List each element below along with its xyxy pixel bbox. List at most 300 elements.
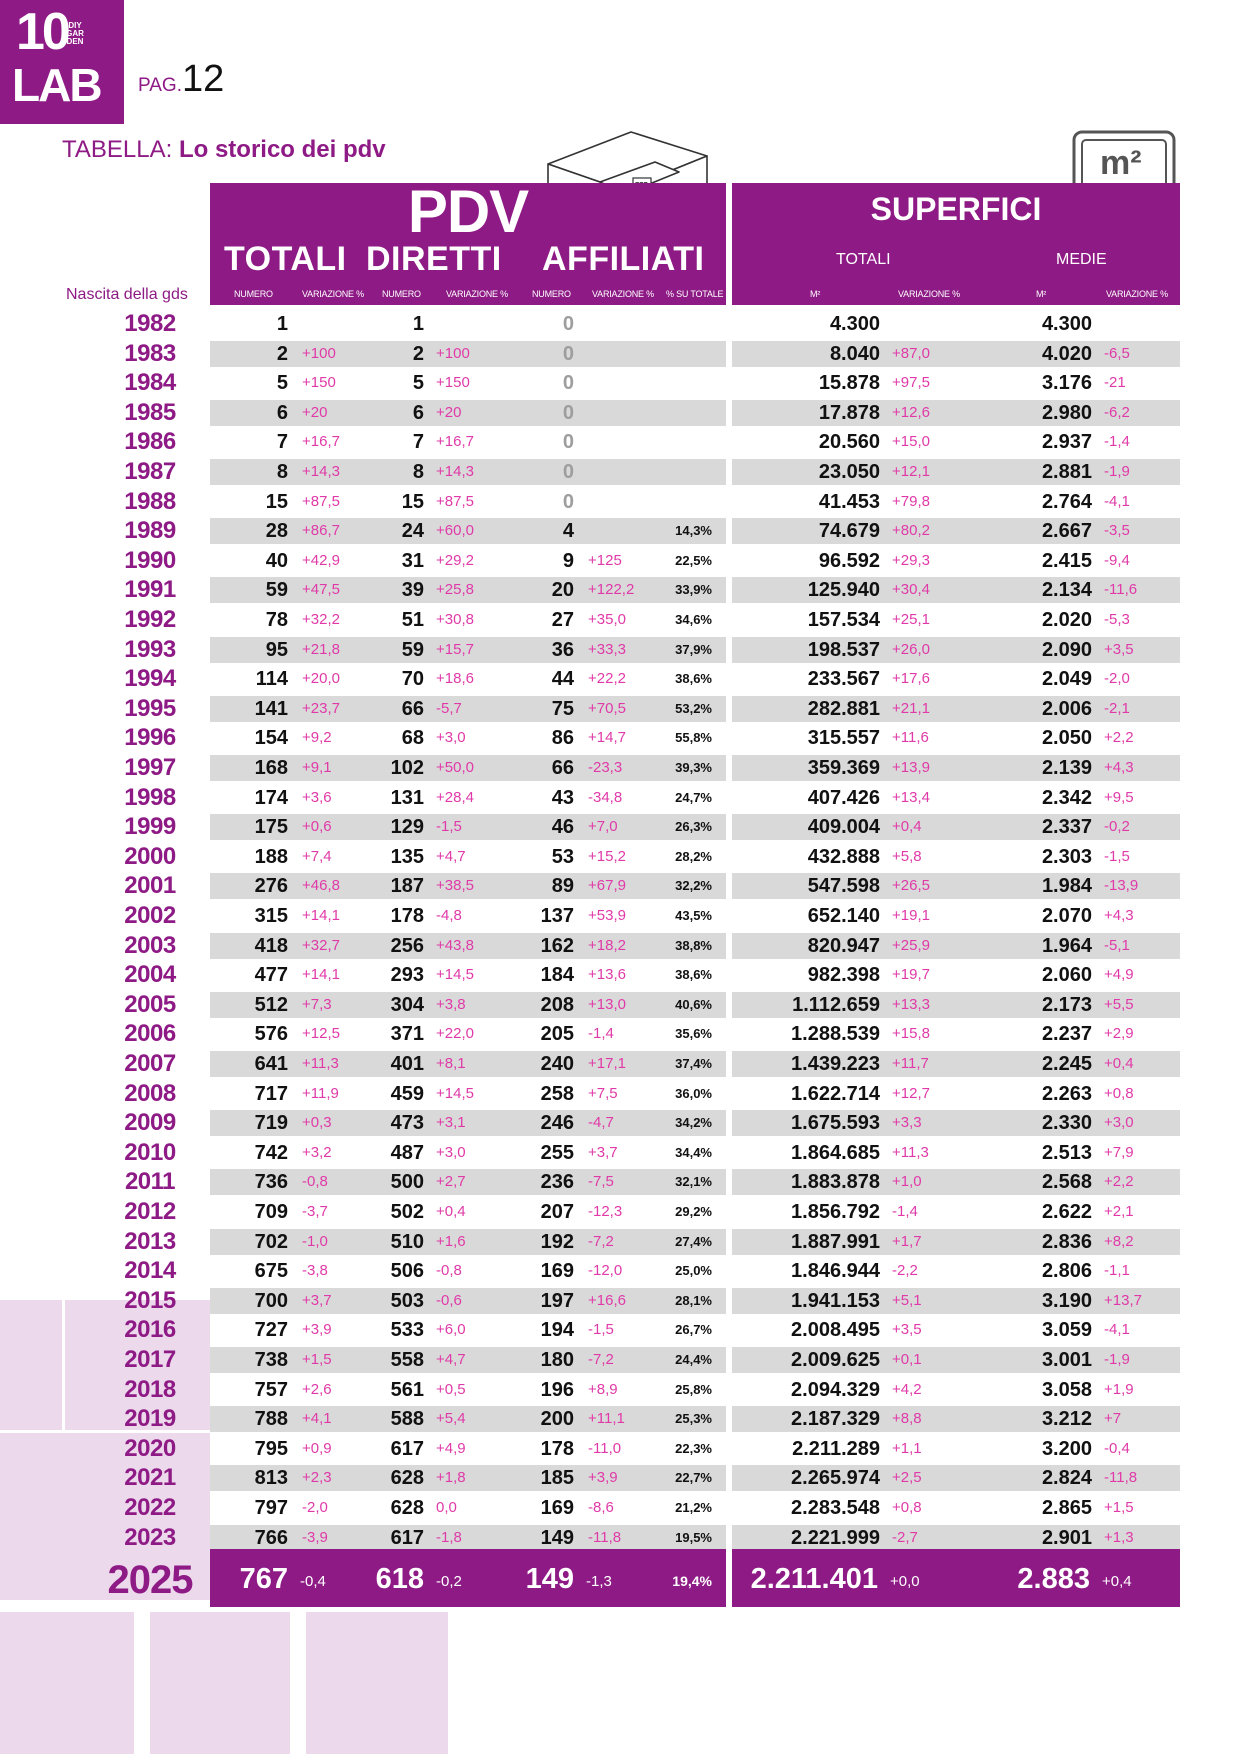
table-row [210,1021,726,1047]
superfici-totali-variation: +3,3 [892,1114,922,1131]
table-row [732,903,1180,929]
decorative-block [150,1612,290,1754]
affiliati-value: 0 [562,461,574,483]
affiliati-variation: +11,1 [588,1410,625,1427]
superfici-totali-variation: +19,7 [892,966,930,983]
table-row [210,1406,726,1432]
affiliati-pct: 22,7% [675,1470,712,1485]
diretti-value: 487 [390,1142,424,1164]
total-dir-value: 618 [375,1563,424,1595]
affiliati-value: 27 [551,609,574,631]
year-label: 1983 [124,340,176,367]
table-row [732,1406,1180,1432]
affiliati-value: 184 [540,964,574,986]
diretti-variation: +29,2 [436,552,474,569]
totali-variation: +9,1 [302,759,332,776]
totali-value: 40 [265,550,288,572]
decorative-block [0,1612,134,1754]
table-row [210,666,726,692]
affiliati-variation: +67,9 [588,877,626,894]
affiliati-pct: 38,6% [675,967,712,982]
superfici-medie-variation: +4,3 [1104,759,1134,776]
affiliati-value: 53 [551,846,574,868]
superfici-totali-value: 432.888 [807,846,880,868]
affiliati-value: 197 [540,1290,574,1312]
superfici-medie-value: 2.337 [1041,816,1092,838]
totali-variation: +7,3 [302,996,332,1013]
affiliati-variation: -7,5 [588,1173,614,1190]
table-row [732,1347,1180,1373]
affiliati-variation: -12,0 [588,1262,623,1279]
superfici-totali-variation: +29,3 [892,552,930,569]
superfici-medie-value: 2.836 [1041,1231,1092,1253]
affiliati-value: 89 [551,875,574,897]
superfici-medie-value: 3.059 [1041,1319,1092,1341]
superfici-totali-value: 8.040 [829,343,880,365]
totali-variation: +16,7 [302,433,340,450]
diretti-variation: +14,5 [436,966,474,983]
table-row [732,311,1180,337]
affiliati-value: 0 [562,343,574,365]
superfici-totali-value: 41.453 [818,491,880,513]
totali-variation: +0,6 [302,818,332,835]
affiliati-value: 255 [540,1142,574,1164]
totali-variation: +3,6 [302,789,332,806]
totali-variation: +7,4 [302,848,332,865]
superfici-medie-value: 1.964 [1041,935,1092,957]
superfici-medie-value: 2.237 [1041,1023,1092,1045]
superfici-totali-variation: +26,5 [892,877,930,894]
table-row [210,400,726,426]
superfici-medie-variation: -1,9 [1104,463,1130,480]
affiliati-pct: 53,2% [675,701,712,716]
superfici-medie-value: 3.200 [1041,1438,1092,1460]
diretti-value: 473 [390,1112,424,1134]
page-prefix: PAG. [138,75,182,96]
year-label: 1989 [124,517,176,544]
affiliati-pct: 35,6% [675,1026,712,1041]
table-row [210,903,726,929]
year-label: 2000 [124,843,176,870]
affiliati-variation: +16,6 [588,1292,626,1309]
table-row [210,814,726,840]
year-label: 2017 [124,1346,176,1373]
diretti-variation: 0,0 [436,1499,457,1516]
superfici-totali-variation: +1,7 [892,1233,922,1250]
superfici-totali-variation: +5,8 [892,848,922,865]
table-row [732,518,1180,544]
affiliati-value: 46 [551,816,574,838]
totali-variation: +0,9 [302,1440,332,1457]
affiliati-pct: 26,3% [675,819,712,834]
superfici-medie-value: 2.049 [1041,668,1092,690]
totali-value: 736 [254,1171,288,1193]
totali-value: 59 [265,579,288,601]
totali-variation: -3,7 [302,1203,328,1220]
group-affiliati: AFFILIATI [542,240,705,278]
totali-variation: +87,5 [302,493,340,510]
superfici-totali-value: 652.140 [807,905,880,927]
superfici-totali-value: 15.878 [818,372,880,394]
totali-value: 788 [254,1408,288,1430]
totali-variation: +46,8 [302,877,340,894]
table-row [210,1258,726,1284]
diretti-value: 31 [401,550,424,572]
diretti-variation: -1,5 [436,818,462,835]
superfici-medie-value: 2.330 [1041,1112,1092,1134]
table-row [732,637,1180,663]
superfici-totali-variation: +4,2 [892,1381,922,1398]
year-label: 2022 [124,1494,176,1521]
affiliati-variation: -1,5 [588,1321,614,1338]
affiliati-variation: +13,0 [588,996,626,1013]
superfici-medie-variation: -11,6 [1104,581,1138,598]
superfici-totali-variation: +13,3 [892,996,930,1013]
superfici-medie-value: 2.134 [1041,579,1092,601]
superfici-medie-value: 2.764 [1041,491,1092,513]
superfici-totali-variation: +87,0 [892,345,930,362]
superfici-totali-variation: +21,1 [892,700,930,717]
diretti-variation: +4,7 [436,1351,466,1368]
affiliati-value: 149 [540,1527,574,1549]
affiliati-value: 246 [540,1112,574,1134]
superfici-medie-value: 2.415 [1041,550,1092,572]
table-row [732,1495,1180,1521]
totali-value: 675 [254,1260,288,1282]
totali-value: 188 [254,846,288,868]
affiliati-pct: 21,2% [675,1500,712,1515]
subheader-variazione: VARIAZIONE % [1106,289,1168,299]
totali-variation: -3,9 [302,1529,328,1546]
affiliati-variation: -11,0 [588,1440,622,1457]
totali-variation: -2,0 [302,1499,328,1516]
superfici-medie-value: 3.190 [1041,1290,1092,1312]
table-row [732,785,1180,811]
totali-variation: +150 [302,374,336,391]
diretti-variation: +30,8 [436,611,474,628]
year-label: 1984 [124,369,176,396]
diretti-variation: +1,8 [436,1469,466,1486]
diretti-value: 503 [390,1290,424,1312]
totali-variation: +86,7 [302,522,340,539]
superfici-totali-variation: +0,8 [892,1499,922,1516]
superfici-totali-value: 125.940 [807,579,880,601]
table-row [210,962,726,988]
superfici-medie-value: 2.622 [1041,1201,1092,1223]
totali-variation: +3,2 [302,1144,332,1161]
superfici-totali-value: 233.567 [807,668,880,690]
year-label: 2003 [124,932,176,959]
superfici-totali-variation: +2,5 [892,1469,922,1486]
diretti-value: 135 [390,846,424,868]
superfici-medie-variation: -5,1 [1104,937,1130,954]
affiliati-pct: 28,2% [675,849,712,864]
superfici-totali-value: 1.846.944 [791,1260,880,1282]
totali-value: 28 [265,520,288,542]
affiliati-pct: 24,4% [675,1352,712,1367]
superfici-totali-value: 1.941.153 [791,1290,880,1312]
affiliati-value: 66 [551,757,574,779]
diretti-variation: +4,7 [436,848,466,865]
superfici-medie-variation: -0,2 [1104,818,1130,835]
affiliati-variation: +7,5 [588,1085,618,1102]
table-row [732,992,1180,1018]
superfici-totali-variation: +12,7 [892,1085,930,1102]
affiliati-pct: 22,5% [675,553,712,568]
diretti-value: 371 [390,1023,424,1045]
superfici-totali-value: 1.883.878 [791,1171,880,1193]
table-row [732,400,1180,426]
total-tot-variation: -0,4 [300,1573,326,1590]
superfici-medie-variation: +1,3 [1104,1529,1134,1546]
diretti-variation: +5,4 [436,1410,466,1427]
totali-value: 576 [254,1023,288,1045]
affiliati-value: 240 [540,1053,574,1075]
superfici-totali-variation: +11,7 [892,1055,929,1072]
year-label: 2016 [124,1316,176,1343]
affiliati-variation: +53,9 [588,907,626,924]
diretti-variation: -4,8 [436,907,462,924]
superfici-group-medie: MEDIE [1056,251,1107,268]
affiliati-variation: -23,3 [588,759,623,776]
affiliati-value: 258 [540,1083,574,1105]
table-row [210,873,726,899]
superfici-totali-variation: +11,6 [892,729,929,746]
diretti-variation: +60,0 [436,522,474,539]
totali-variation: -1,0 [302,1233,328,1250]
diretti-value: 131 [390,787,424,809]
affiliati-value: 0 [562,431,574,453]
superfici-medie-variation: +3,0 [1104,1114,1134,1131]
year-label: 1992 [124,606,176,633]
year-label: 2019 [124,1405,176,1432]
table-row [210,1525,726,1551]
superfici-totali-variation: +13,4 [892,789,930,806]
affiliati-pct: 37,9% [675,642,712,657]
totali-variation: +32,2 [302,611,340,628]
table-row [210,725,726,751]
superfici-totali-variation: +12,6 [892,404,930,421]
totali-value: 766 [254,1527,288,1549]
superfici-title: SUPERFICI [870,191,1042,227]
superfici-medie-value: 2.139 [1041,757,1092,779]
affiliati-pct: 36,0% [675,1086,712,1101]
affiliati-variation: -11,8 [588,1529,622,1546]
superfici-totali-value: 359.369 [807,757,880,779]
diretti-variation: +8,1 [436,1055,466,1072]
diretti-variation: +4,9 [436,1440,466,1457]
year-label: 2020 [124,1435,176,1462]
affiliati-value: 207 [540,1201,574,1223]
superfici-totali-variation: +1,0 [892,1173,922,1190]
diretti-variation: +14,5 [436,1085,474,1102]
subheader-su-totale: % SU TOTALE [666,289,724,299]
table-row [732,696,1180,722]
superfici-totali-variation: +26,0 [892,641,930,658]
diretti-variation: +0,4 [436,1203,466,1220]
diretti-value: 24 [401,520,424,542]
superfici-medie-value: 2.006 [1041,698,1092,720]
affiliati-variation: -8,6 [588,1499,614,1516]
total-pct: 19,4% [672,1573,712,1589]
affiliati-pct: 32,2% [675,878,712,893]
superfici-medie-variation: -2,0 [1104,670,1130,687]
affiliati-value: 86 [551,727,574,749]
affiliati-value: 44 [551,668,574,690]
diretti-variation: +14,3 [436,463,474,480]
superfici-totali-value: 1.864.685 [791,1142,880,1164]
affiliati-pct: 29,2% [675,1204,712,1219]
totali-variation: +11,9 [302,1085,339,1102]
totali-variation: +3,9 [302,1321,332,1338]
group-diretti: DIRETTI [366,240,502,278]
affiliati-pct: 26,7% [675,1322,712,1337]
superfici-medie-value: 2.173 [1041,994,1092,1016]
affiliati-variation: +70,5 [588,700,626,717]
table-row [732,577,1180,603]
totali-variation: +20 [302,404,328,421]
year-label: 2006 [124,1020,176,1047]
table-row [210,341,726,367]
year-label: 2004 [124,961,176,988]
affiliati-value: 178 [540,1438,574,1460]
affiliati-value: 20 [551,579,574,601]
diretti-variation: +100 [436,345,470,362]
diretti-variation: +3,0 [436,1144,466,1161]
year-label: 2005 [124,991,176,1018]
affiliati-pct: 33,9% [675,582,712,597]
totali-value: 276 [254,875,288,897]
table-row [210,1199,726,1225]
superfici-medie-value: 2.020 [1041,609,1092,631]
superfici-medie-value: 2.865 [1041,1497,1092,1519]
total-row-pdv [210,1549,726,1607]
totali-value: 757 [254,1379,288,1401]
totali-variation: +9,2 [302,729,332,746]
superfici-totali-value: 409.004 [807,816,880,838]
superfici-totali-variation: +25,9 [892,937,930,954]
diretti-value: 502 [390,1201,424,1223]
superfici-totali-value: 20.560 [818,431,880,453]
table-row [210,755,726,781]
year-label: 2013 [124,1228,176,1255]
superfici-totali-value: 407.426 [807,787,880,809]
totali-variation: -3,8 [302,1262,328,1279]
brand-logo [0,0,124,124]
totali-value: 2 [276,343,288,365]
year-label: 1994 [124,665,176,692]
superfici-medie-value: 2.937 [1041,431,1092,453]
diretti-value: 2 [412,343,424,365]
table-row [732,814,1180,840]
diretti-variation: +15,7 [436,641,474,658]
totali-value: 641 [254,1053,288,1075]
table-row [732,1169,1180,1195]
logo-word: LAB [12,59,101,111]
affiliati-variation: +3,7 [588,1144,618,1161]
superfici-medie-value: 2.060 [1041,964,1092,986]
table-row [210,429,726,455]
totali-variation: +14,1 [302,907,340,924]
year-label: 2001 [124,872,176,899]
year-label: 1998 [124,784,176,811]
superfici-medie-variation: -9,4 [1104,552,1130,569]
affiliati-variation: -1,4 [588,1025,614,1042]
superfici-totali-variation: -2,7 [892,1529,918,1546]
table-row [732,459,1180,485]
superfici-totali-value: 4.300 [829,313,880,335]
superfici-medie-value: 3.058 [1041,1379,1092,1401]
diretti-variation: +25,8 [436,581,474,598]
affiliati-variation: +15,2 [588,848,626,865]
table-row [732,844,1180,870]
totali-variation: +21,8 [302,641,340,658]
superfici-medie-variation: +13,7 [1104,1292,1142,1309]
page-number [138,58,224,101]
affiliati-pct: 34,2% [675,1115,712,1130]
diretti-variation: +28,4 [436,789,474,806]
superfici-medie-value: 2.263 [1041,1083,1092,1105]
totali-variation: +3,7 [302,1292,332,1309]
superfici-medie-value: 2.050 [1041,727,1092,749]
table-row [732,725,1180,751]
diretti-value: 51 [401,609,424,631]
table-row [210,1110,726,1136]
superfici-totali-variation: +19,1 [892,907,930,924]
table-row [732,1140,1180,1166]
totali-variation: +32,7 [302,937,340,954]
totali-variation: +2,3 [302,1469,332,1486]
table-row [210,577,726,603]
superfici-totali-value: 1.112.659 [792,994,880,1016]
superfici-medie-variation: +0,4 [1104,1055,1134,1072]
table-row [210,607,726,633]
diretti-value: 7 [412,431,424,453]
superfici-medie-value: 3.176 [1041,372,1092,394]
table-row [732,755,1180,781]
totali-value: 813 [254,1467,288,1489]
superfici-totali-variation: +80,2 [892,522,930,539]
year-label: 1982 [124,310,176,337]
totali-value: 719 [254,1112,288,1134]
totali-variation: +47,5 [302,581,340,598]
diretti-variation: +150 [436,374,470,391]
total-aff-variation: -1,3 [586,1573,612,1590]
superfici-totali-variation: +1,1 [892,1440,922,1457]
table-row [732,962,1180,988]
subheader-m2: M² [1036,289,1047,299]
superfici-medie-value: 2.901 [1041,1527,1092,1549]
diretti-value: 15 [401,491,424,513]
year-label: 2021 [124,1464,176,1491]
affiliati-pct: 55,8% [675,730,712,745]
diretti-value: 102 [390,757,424,779]
year-label: 1996 [124,724,176,751]
totali-value: 709 [254,1201,288,1223]
superfici-totali-value: 547.598 [807,875,880,897]
totali-variation: +12,5 [302,1025,340,1042]
affiliati-pct: 34,4% [675,1145,712,1160]
totali-value: 154 [254,727,288,749]
table-row [210,1436,726,1462]
superfici-totali-value: 2.283.548 [791,1497,880,1519]
superfici-totali-value: 74.679 [818,520,880,542]
table-row [210,1140,726,1166]
affiliati-variation: +33,3 [588,641,626,658]
superfici-medie-value: 2.824 [1041,1467,1092,1489]
affiliati-pct: 40,6% [675,997,712,1012]
totali-value: 477 [254,964,288,986]
